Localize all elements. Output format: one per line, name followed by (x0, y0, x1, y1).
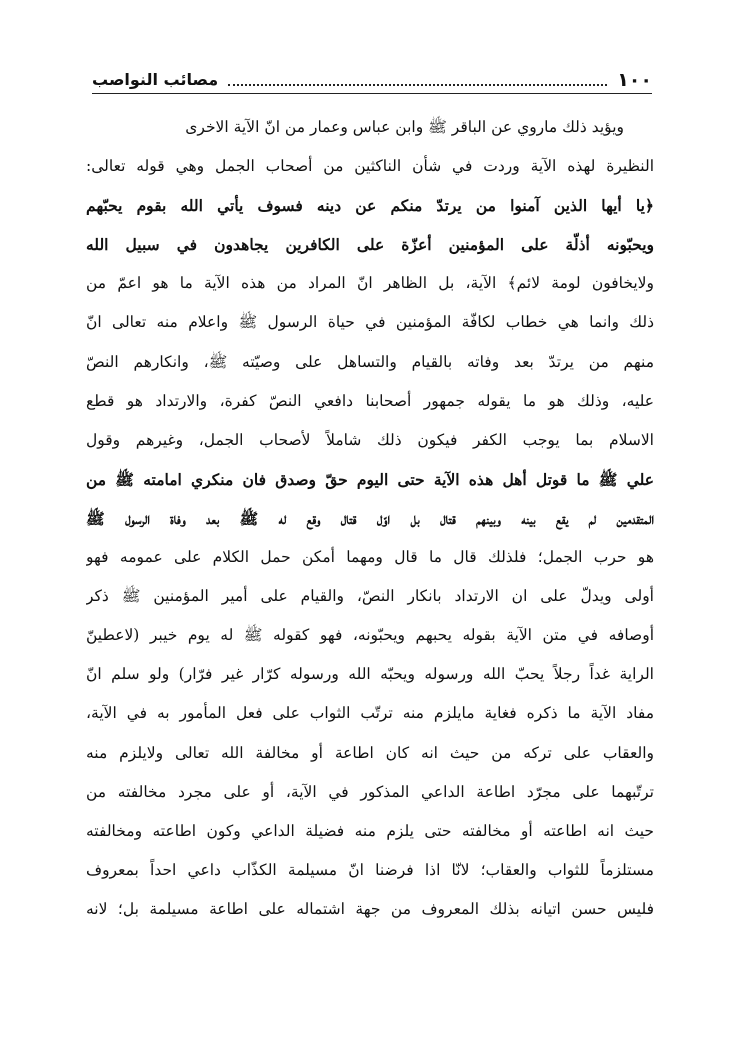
running-title: مصائب النواصب (92, 70, 219, 89)
text-line: حيث انه اطاعته أو مخالفته حتى يلزم منه فضيلة الداعي وكون اطاعته ومخالفته (86, 821, 654, 840)
text-line: مستلزماً للثواب والعقاب؛ لانّا اذا فرضنا انّ مسيلمة الكذّاب داعي احداً بمعروف (86, 860, 654, 879)
header-rule (92, 93, 652, 94)
page-number: ١٠٠ (617, 69, 652, 91)
text-line: الراية غداً رجلاً يحبّ الله ورسوله ويحبّه الله ورسوله كرّار غير فرّار) ولو سلم انّ (86, 665, 654, 684)
text-line: علي ﷺ ما قوتل أهل هذه الآية حتى اليوم حقّ وصدق فان منكري امامته ﷺ من (86, 469, 654, 489)
text-line: مفاد الآية ما ذكره فغاية مايلزم منه ترتّب الثواب على فعل المأمور به في الآية، (86, 704, 654, 723)
text-line: ترتّبهما على مجرّد اطاعة الداعي المذكور في الآية، أو على مجرد مخالفته من (86, 782, 654, 801)
text-line: منهم من يرتدّ بعد وفاته بالقيام والتساهل على وصيّته ﷺ، وانكارهم النصّ (86, 352, 654, 371)
page-header (92, 62, 652, 92)
text-line: المتقدمين لم يقع بينه وبينهم قتال بل اوّل قتال وقع له ﷺ بعد وفاة الرسول ﷺ (86, 508, 654, 528)
text-line: الاسلام بما يوجب الكفر فيكون ذلك شاملاً لأصحاب الجمل، وغيرهم وقول (86, 430, 654, 449)
text-line: هو حرب الجمل؛ فلذلك قال ما قال ومهما أمكن حمل الكلام على عمومه فهو (86, 548, 654, 567)
text-line: أولى ويدلّ على ان الارتداد بانكار النصّ، والقيام على أمير المؤمنين ﷺ ذكر (86, 587, 654, 606)
body-text (86, 108, 654, 929)
quran-verse-line: ﴿يا أيها الذين آمنوا من يرتدّ منكم عن دينه فسوف يأتي الله بقوم يحبّهم (86, 196, 654, 216)
text-line: ولايخافون لومة لائم﴾ الآية، بل الظاهر انّ المراد من هذه الآية ما هو اعمّ من (86, 274, 654, 293)
text-line: النظيرة لهذه الآية وردت في شأن الناكثين من أصحاب الجمل وهي قوله تعالى: (86, 157, 654, 176)
text-line: فليس حسن اتيانه بذلك المعروف من جهة اشتماله على اطاعة مسيلمة بل؛ لانه (86, 899, 654, 918)
text-line: عليه، وذلك هو ما يقوله جمهور أصحابنا دافعي النصّ كفرة، والارتداد هو قطع (86, 391, 654, 410)
text-line: ذلك وانما هي خطاب لكافّة المؤمنين في حياة الرسول ﷺ واعلام منه تعالى انّ (86, 313, 654, 332)
text-line: أوصافه في متن الآية بقوله يحبهم ويحبّونه، فهو كقوله ﷺ له يوم خيبر (لاعطينّ (86, 626, 654, 645)
quran-verse-line: ويحبّونه أذلّة على المؤمنين أعزّة على الكافرين يجاهدون في سبيل الله (86, 235, 654, 255)
header-dot-leader (228, 84, 607, 86)
text-line: ويؤيد ذلك ماروي عن الباقر ﷺ وابن عباس وعمار من انّ الآية الاخرى (185, 118, 624, 136)
text-line: والعقاب على تركه من حيث انه كان اطاعة أو مخالفة الله تعالى ولايلزم منه (86, 743, 654, 762)
